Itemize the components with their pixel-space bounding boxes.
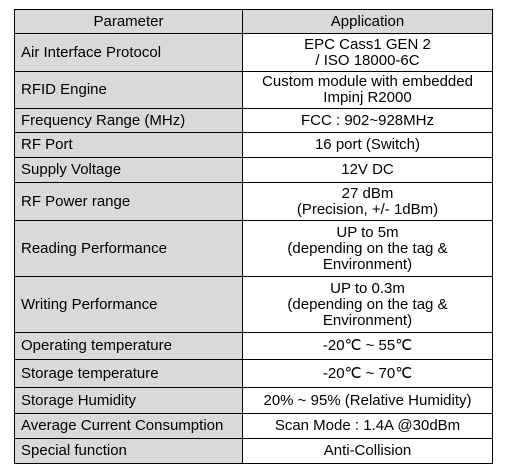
parameter-cell: Special function <box>15 439 243 464</box>
header-parameter: Parameter <box>15 10 243 34</box>
application-cell: Scan Mode : 1.4A @30dBm <box>243 414 493 439</box>
table-row <box>15 414 493 439</box>
table-row <box>15 277 493 333</box>
application-cell: -20℃ ~ 55℃ <box>243 333 493 360</box>
table-row <box>15 333 493 360</box>
parameter-cell: RF Port <box>15 133 243 158</box>
parameter-cell: Writing Performance <box>15 277 243 333</box>
application-cell: 27 dBm (Precision, +/- 1dBm) <box>243 183 493 221</box>
parameter-cell: Storage temperature <box>15 360 243 388</box>
table-row <box>15 158 493 183</box>
spec-table <box>14 9 493 464</box>
application-cell: Custom module with embedded Impinj R2000 <box>243 72 493 109</box>
application-cell: EPC Cass1 GEN 2 / ISO 18000-6C <box>243 34 493 72</box>
application-cell: UP to 5m (depending on the tag & Environment) <box>243 221 493 277</box>
parameter-cell: RFID Engine <box>15 72 243 109</box>
parameter-cell: Storage Humidity <box>15 388 243 414</box>
parameter-cell: Frequency Range (MHz) <box>15 109 243 133</box>
parameter-cell: Supply Voltage <box>15 158 243 183</box>
application-cell: Anti-Collision <box>243 439 493 464</box>
spec-table-container <box>14 9 492 464</box>
parameter-cell: RF Power range <box>15 183 243 221</box>
table-row <box>15 34 493 72</box>
table-row <box>15 133 493 158</box>
application-cell: FCC : 902~928MHz <box>243 109 493 133</box>
parameter-cell: Air Interface Protocol <box>15 34 243 72</box>
application-cell: UP to 0.3m (depending on the tag & Environment) <box>243 277 493 333</box>
application-cell: -20℃ ~ 70℃ <box>243 360 493 388</box>
parameter-cell: Operating temperature <box>15 333 243 360</box>
table-header-row <box>15 10 493 34</box>
table-row <box>15 388 493 414</box>
parameter-cell: Average Current Consumption <box>15 414 243 439</box>
table-row <box>15 109 493 133</box>
table-row <box>15 221 493 277</box>
table-row <box>15 360 493 388</box>
application-cell: 20% ~ 95% (Relative Humidity) <box>243 388 493 414</box>
parameter-cell: Reading Performance <box>15 221 243 277</box>
header-application: Application <box>243 10 493 34</box>
application-cell: 12V DC <box>243 158 493 183</box>
table-row <box>15 439 493 464</box>
table-row <box>15 183 493 221</box>
table-row <box>15 72 493 109</box>
application-cell: 16 port (Switch) <box>243 133 493 158</box>
